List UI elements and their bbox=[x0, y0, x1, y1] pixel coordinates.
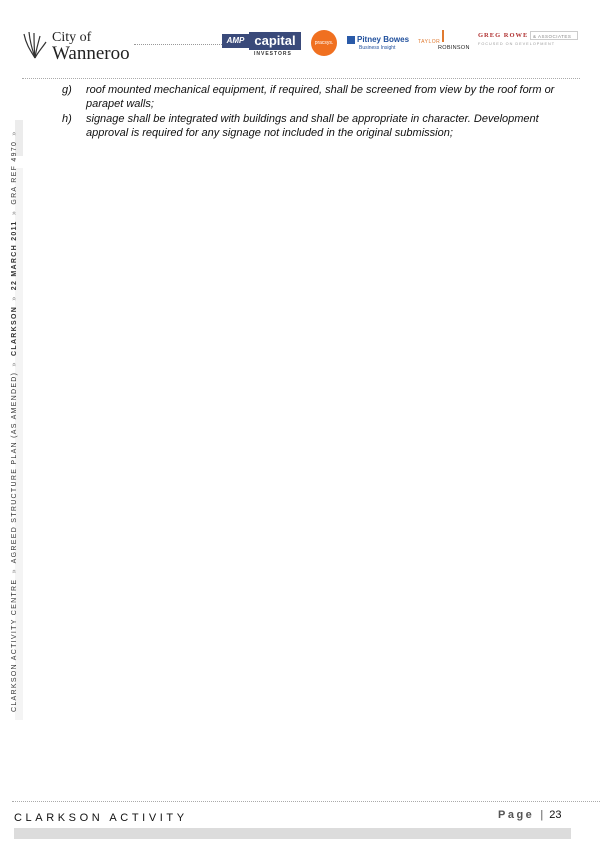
sidebar-part-2: AGREED STRUCTURE PLAN (AS AMENDED) bbox=[11, 371, 18, 564]
page-label: Page bbox=[498, 809, 535, 821]
sidebar-part-4: 22 MARCH 2011 bbox=[11, 220, 18, 291]
greg-rowe-logo bbox=[478, 32, 580, 50]
header-dotted-divider bbox=[134, 44, 224, 45]
list-item bbox=[62, 112, 577, 140]
sidebar-part-5: GRA REF 4970 bbox=[11, 140, 18, 205]
sidebar-part-1: CLARKSON ACTIVITY CENTRE bbox=[11, 578, 18, 712]
header-divider bbox=[22, 78, 580, 79]
pitney-bowes-name: Pitney Bowes bbox=[357, 35, 410, 44]
sidebar-document-reference bbox=[11, 130, 18, 712]
city-of-wanneroo-logo bbox=[22, 28, 132, 64]
sidebar-separator: » bbox=[11, 295, 18, 301]
pitney-bowes-sub: Business Insight bbox=[359, 45, 396, 51]
taylor-robinson-logo bbox=[418, 28, 472, 56]
sidebar-part-3: CLARKSON bbox=[11, 305, 18, 356]
list-item-marker: g) bbox=[62, 84, 72, 96]
footer-divider bbox=[12, 801, 600, 802]
list-item-marker: h) bbox=[62, 113, 72, 125]
page-number-block bbox=[498, 809, 562, 821]
amp-capital-word: capital bbox=[249, 32, 301, 50]
taylor-robinson-mark-icon bbox=[442, 30, 444, 42]
document-body bbox=[62, 83, 577, 141]
list-item-text: signage shall be integrated with buildings and shall be appropriate in character. Development approval is required for any signage not included in the original submission; bbox=[86, 113, 539, 139]
footer-title: CLARKSON ACTIVITY bbox=[14, 812, 188, 824]
page-separator: | bbox=[540, 809, 544, 821]
page-number: 23 bbox=[549, 809, 562, 821]
taylor-text: TAYLOR bbox=[418, 39, 441, 45]
greg-rowe-associates: & ASSOCIATES bbox=[530, 31, 578, 40]
greg-rowe-tagline: FOCUSED ON DEVELOPMENT bbox=[478, 42, 556, 46]
sidebar-separator: » bbox=[11, 361, 18, 367]
sidebar-separator: » bbox=[11, 209, 18, 216]
amp-investors-text: INVESTORS bbox=[254, 51, 292, 57]
sidebar-separator: » bbox=[11, 130, 18, 136]
logo-wanneroo: Wanneroo bbox=[52, 43, 130, 64]
list-item-text: roof mounted mechanical equipment, if required, shall be screened from view by the roof form or parapet walls; bbox=[86, 84, 555, 110]
robinson-text: ROBINSON bbox=[438, 45, 470, 51]
pracsys-logo: pracsys. bbox=[311, 30, 337, 56]
amp-badge: AMP bbox=[222, 34, 249, 48]
list-item bbox=[62, 83, 577, 111]
page-header bbox=[0, 0, 600, 80]
greg-rowe-name: GREG ROWE bbox=[478, 32, 529, 39]
pitney-bowes-mark-icon bbox=[347, 36, 355, 44]
logo-city-of: City of bbox=[52, 30, 92, 45]
pitney-bowes-logo bbox=[345, 35, 415, 55]
footer-bar bbox=[14, 828, 571, 839]
lyre-bird-icon bbox=[22, 30, 48, 60]
amp-capital-logo bbox=[222, 32, 300, 60]
sidebar-separator: » bbox=[11, 568, 18, 574]
